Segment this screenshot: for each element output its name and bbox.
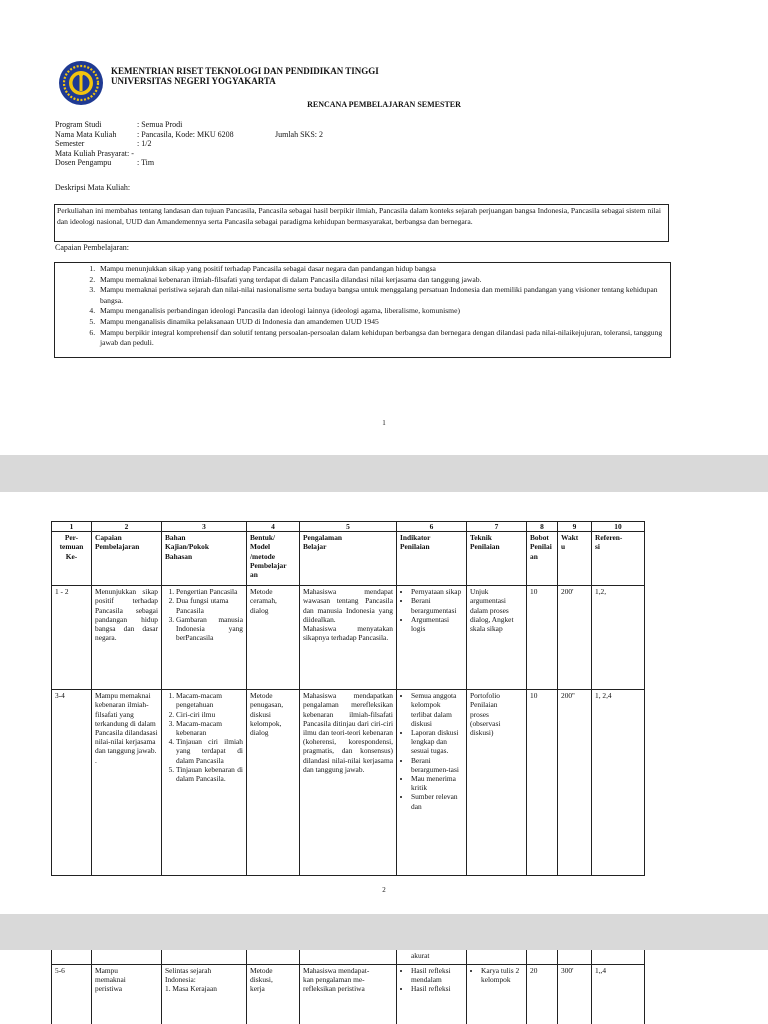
table-row	[52, 964, 645, 1024]
info-value: : Tim	[137, 158, 155, 167]
reference-cell: 1, 2,4	[592, 690, 645, 876]
indicator-cell	[397, 586, 467, 690]
list-item: 2. Mampu memaknai kebenaran ilmiah-filsafati yang terdapat di dalam Pancasila dilandasi nilai kerjasama dan tanggung jawab.	[97, 275, 668, 286]
experience-cell: Mahasiswa mendapat wawasan tentang Pancasila dan manusia Indonesia yang diidealkan. Mahasiswa menyatakan sikapnya terhadap Pancasila.	[300, 586, 397, 690]
indicator-list	[400, 966, 463, 994]
column-header: Bentuk/ Model /metode Pembelajar an	[247, 532, 300, 586]
list-item: 3. Macam-macam kebenaran	[176, 719, 243, 737]
reference-cell: 1,,4	[592, 964, 645, 1024]
list-item: 2. Dua fungsi utama Pancasila	[176, 596, 243, 614]
material-cell	[162, 586, 247, 690]
info-value: : 1/2	[137, 139, 152, 148]
list-item: 4. Mampu menganalisis perbandingan ideologi Pancasila dan ideologi lainnya (ideologi agama, liberalisme, komunisme)	[97, 306, 668, 317]
empty-cell	[247, 950, 300, 964]
experience-cell: Mahasiswa mendapat- kan pengalaman me- refleksikan peristiwa	[300, 964, 397, 1024]
meeting-cell: 3-4	[52, 690, 92, 876]
list-item: • Laporan diskusi lengkap dan sesuai tugas.	[411, 728, 463, 756]
learning-outcomes-box	[54, 262, 671, 358]
info-value: : Pancasila, Kode: MKU 6208	[137, 129, 234, 139]
experience-cell: Mahasiswa mendapatkan pengalaman merefleksikan kebenaran ilmiah-filsafati Pancasila ditinjau dari ciri-ciri ilmu dan teori-teori kebenaran (koherensi, korespondensi, pragmatis, dan konsensus) dilandasi nilai-nilai kerjasama dan tanggung jawab.	[300, 690, 397, 876]
column-header: Referen- si	[592, 532, 645, 586]
info-label: Program Studi	[55, 120, 102, 129]
technique-cell: Portofolio Penilaian proses (observasi diskusi)	[467, 690, 527, 876]
material-cell: Selintas sejarah Indonesia: 1. Masa Kerajaan	[162, 964, 247, 1024]
list-item: 2. Ciri-ciri ilmu	[176, 710, 243, 719]
column-header: Bahan Kajian/Pokok Bahasan	[162, 532, 247, 586]
list-item: • Karya tulis 2 kelompok	[481, 966, 523, 984]
column-header: Capaian Pembelajaran	[92, 532, 162, 586]
list-item: • Semua anggota kelompok terlibat dalam diskusi	[411, 691, 463, 728]
method-cell: Metode ceramah, dialog	[247, 586, 300, 690]
credit-count: Jumlah SKS: 2	[275, 129, 324, 139]
column-number: 6	[397, 522, 467, 532]
outcome-cell: Menunjukkan sikap positif terhadap Pancasila sebagai pandangan hidup bangsa dan dasar negara.	[92, 586, 162, 690]
table-row	[52, 586, 645, 690]
meeting-cell: 5-6	[52, 964, 92, 1024]
list-item: 5. Mampu menganalisis dinamika pelaksanaan UUD di Indonesia dan amandemen UUD 1945	[97, 317, 668, 328]
empty-cell	[162, 950, 247, 964]
info-label: Nama Mata Kuliah	[55, 129, 117, 139]
rps-table-continued	[51, 950, 645, 1024]
description-label: Deskripsi Mata Kuliah:	[55, 183, 131, 192]
meeting-cell: 1 - 2	[52, 586, 92, 690]
reference-cell: 1,2,	[592, 586, 645, 690]
page-number: 1	[382, 419, 386, 427]
info-value: : Semua Prodi	[137, 120, 183, 129]
list-item: 3. Mampu memaknai peristiwa sejarah dan nilai-nilai nasionalisme serta budaya bangsa untuk menggalang persatuan Indonesia dan memiliki pandangan yang visioner tentang kehidupan bangsa.	[97, 285, 668, 306]
page-1	[0, 0, 768, 455]
method-cell: Metode penugasan, diskusi kelompok, dialog	[247, 690, 300, 876]
technique-cell: Unjuk argumentasi dalam proses dialog, Angket skala sikap	[467, 586, 527, 690]
outcome-cell: Mampu memaknai kebenaran ilmiah-filsafati yang terkandung di dalam Pancasila dilandasasi nilai-nilai kerjasama dan tanggung jawab. .	[92, 690, 162, 876]
empty-cell	[558, 950, 592, 964]
list-item: 3. Gambaran manusia Indonesia yang berPancasila	[176, 615, 243, 643]
indicator-cell	[397, 690, 467, 876]
material-list	[165, 587, 243, 642]
list-item: • Hasil refleksi	[411, 984, 463, 993]
column-number: 9	[558, 522, 592, 532]
material-list	[165, 691, 243, 783]
empty-cell	[592, 950, 645, 964]
column-number: 5	[300, 522, 397, 532]
empty-cell	[52, 950, 92, 964]
list-item: • Pernyataan sikap	[411, 587, 463, 596]
description-text: Perkuliahan ini membahas tentang landasan dan tujuan Pancasila, Pancasila sebagai hasil berpikir ilmiah, Pancasila dalam konteks sejarah perjuangan bangsa Indonesia, Pancasila sebagai sistem nilai dan ideologi nasional, UUD dan Amandemennya serta Pancasila sebagai paradigma kehidupan bermasyarakat, berbangsa dan bernegara.	[57, 206, 661, 226]
column-number: 1	[52, 522, 92, 532]
list-item: 1. Mampu menunjukkan sikap yang positif terhadap Pancasila sebagai dasar negara dan pandangan hidup bangsa	[97, 264, 668, 275]
weight-cell: 10	[527, 690, 558, 876]
list-item: 1. Pengertian Pancasila	[176, 587, 243, 596]
learning-outcomes-label: Capaian Pembelajaran:	[55, 243, 129, 252]
info-label: Mata Kuliah Prasyarat: -	[55, 148, 134, 158]
indicator-carry-over: akurat	[397, 950, 467, 964]
column-number: 3	[162, 522, 247, 532]
list-item: • Hasil refleksi mendalam	[411, 966, 463, 984]
list-item: 4. Tinjauan ciri ilmiah yang terdapat di dalam Pancasila	[176, 737, 243, 765]
rps-table	[51, 521, 645, 876]
university-name: UNIVERSITAS NEGERI YOGYAKARTA	[111, 76, 276, 86]
method-cell: Metode diskusi, kerja	[247, 964, 300, 1024]
list-item: 5. Tinjauan kebenaran di dalam Pancasila.	[176, 765, 243, 783]
ministry-name: KEMENTRIAN RISET TEKNOLOGI DAN PENDIDIKAN TINGGI	[111, 66, 379, 76]
list-item: • Mau menerima kritik	[411, 774, 463, 792]
column-number: 8	[527, 522, 558, 532]
page-3	[0, 950, 768, 1024]
header-row	[52, 532, 645, 586]
empty-cell	[300, 950, 397, 964]
column-header: Per- temuan Ke-	[52, 532, 92, 586]
material-cell	[162, 690, 247, 876]
column-header: Bobot Penilai an	[527, 532, 558, 586]
time-cell: 200'	[558, 586, 592, 690]
indicator-list	[400, 691, 463, 811]
info-label: Dosen Pengampu	[55, 158, 112, 167]
weight-cell: 10	[527, 586, 558, 690]
page-2	[0, 492, 768, 914]
carry-over-row	[52, 950, 645, 964]
empty-cell	[527, 950, 558, 964]
column-number-row	[52, 522, 645, 532]
empty-cell	[92, 950, 162, 964]
column-number: 2	[92, 522, 162, 532]
list-item: • Berani berargumentasi	[411, 596, 463, 614]
page-number: 2	[382, 886, 386, 894]
technique-cell	[467, 964, 527, 1024]
column-header: Indikator Penilaian	[397, 532, 467, 586]
time-cell: 300'	[558, 964, 592, 1024]
technique-list	[470, 966, 523, 984]
indicator-list	[400, 587, 463, 633]
column-header: Teknik Penilaian	[467, 532, 527, 586]
list-item: • Berani berargumen-tasi	[411, 756, 463, 774]
weight-cell: 20	[527, 964, 558, 1024]
list-item: • Argumentasi logis	[411, 615, 463, 633]
column-header: Pengalaman Belajar	[300, 532, 397, 586]
column-number: 7	[467, 522, 527, 532]
time-cell: 200''	[558, 690, 592, 876]
list-item: 6. Mampu berpikir integral komprehensif dan solutif tentang persoalan-persoalan dalam kehidupan berbangsa dan bernegara dengan dilandasi pada nilai-nilaikejujuran, toleransi, tanggung jawab dan peduli.	[97, 328, 668, 349]
table-row	[52, 690, 645, 876]
list-item: • Sumber relevan dan	[411, 792, 463, 810]
info-label: Semester	[55, 139, 85, 148]
column-header: Wakt u	[558, 532, 592, 586]
column-number: 4	[247, 522, 300, 532]
document-title: RENCANA PEMBELAJARAN SEMESTER	[307, 100, 461, 109]
outcome-cell: Mampu memaknai peristiwa	[92, 964, 162, 1024]
column-number: 10	[592, 522, 645, 532]
empty-cell	[467, 950, 527, 964]
indicator-cell	[397, 964, 467, 1024]
list-item: 1. Macam-macam pengetahuan	[176, 691, 243, 709]
description-box	[54, 204, 669, 242]
learning-outcomes-list	[69, 264, 668, 349]
